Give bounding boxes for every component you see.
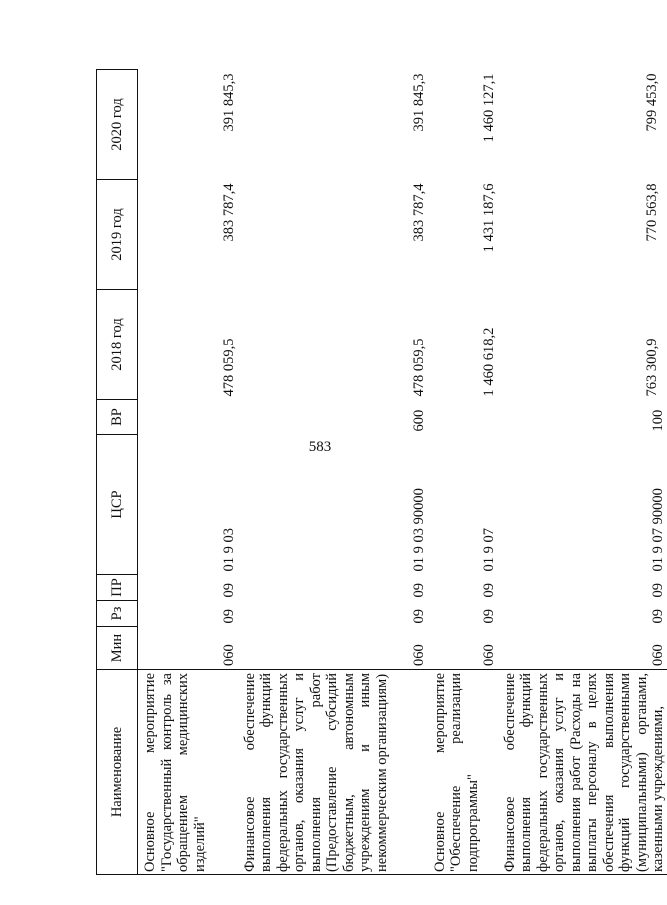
row-pr: 09 <box>411 583 427 598</box>
table-row <box>428 70 498 875</box>
row-name: Финансовое обеспечение выполнения функций федеральных государственных органов, оказания услуг и выполнения работ (Предоставление субсидий бюджетным, автономным учреждениям и иным некоммерческим организациям) <box>238 670 428 875</box>
row-rz: 09 <box>650 609 666 624</box>
header-2019: 2019 год <box>97 180 138 290</box>
header-2018: 2018 год <box>97 290 138 400</box>
row-pr: 09 <box>481 583 497 598</box>
row-min: 060 <box>481 644 497 666</box>
rotated-table-container <box>96 70 666 875</box>
row-2019: 770 563,8 <box>644 183 660 242</box>
row-2018: 478 059,5 <box>411 338 427 397</box>
row-2020: 391 845,3 <box>411 73 427 132</box>
page-number: 583 <box>308 439 332 455</box>
row-pr: 09 <box>650 583 666 598</box>
row-name: Финансовое обеспечение выполнения функций федеральных государственных органов, оказания услуг и выполнения работ (Расходы на выплаты персоналу в целях обеспечения выполнения функций государственными (муниципальными) органами, казенными учреждениями, <box>498 670 667 875</box>
header-2020: 2020 год <box>97 70 138 180</box>
header-name: Наименование <box>97 670 138 875</box>
row-name: Основное мероприятие "Обеспечение реализации подпрограммы" <box>428 670 498 875</box>
row-2020: 391 845,3 <box>221 73 237 132</box>
row-rz: 09 <box>481 609 497 624</box>
row-2019: 383 787,4 <box>221 183 237 242</box>
row-2020: 1 460 127,1 <box>481 73 497 143</box>
row-csr: 01 9 03 90000 <box>411 488 427 572</box>
row-pr: 09 <box>221 583 237 598</box>
row-rz: 09 <box>221 609 237 624</box>
row-2019: 1 431 187,6 <box>481 183 497 253</box>
row-2018: 478 059,5 <box>221 338 237 397</box>
row-vr: 600 <box>411 409 427 432</box>
row-csr: 01 9 03 <box>221 528 237 572</box>
row-csr: 01 9 07 <box>481 528 497 572</box>
header-csr: ЦСР <box>97 435 138 575</box>
row-rz: 09 <box>411 609 427 624</box>
row-name: Основное мероприятие "Государственный контроль за обращением медицинских изделий" <box>138 670 238 875</box>
row-min: 060 <box>411 644 427 666</box>
header-vr: ВР <box>97 400 138 435</box>
table-row <box>138 70 238 875</box>
table-header-row <box>97 70 138 875</box>
row-vr <box>428 400 498 435</box>
table-row <box>238 70 428 875</box>
header-pr: ПР <box>97 575 138 601</box>
header-min: Мин <box>97 627 138 670</box>
row-vr: 100 <box>650 409 666 432</box>
header-rz: Рз <box>97 601 138 627</box>
row-2019: 383 787,4 <box>411 183 427 242</box>
row-csr: 01 9 07 90000 <box>650 488 666 572</box>
row-2018: 763 300,9 <box>644 338 660 397</box>
row-2020: 799 453,0 <box>644 73 660 132</box>
table-row <box>498 70 667 875</box>
row-vr <box>138 400 238 435</box>
row-min: 060 <box>221 644 237 666</box>
row-2018: 1 460 618,2 <box>481 327 497 397</box>
row-min: 060 <box>650 644 666 666</box>
budget-table <box>96 69 667 875</box>
